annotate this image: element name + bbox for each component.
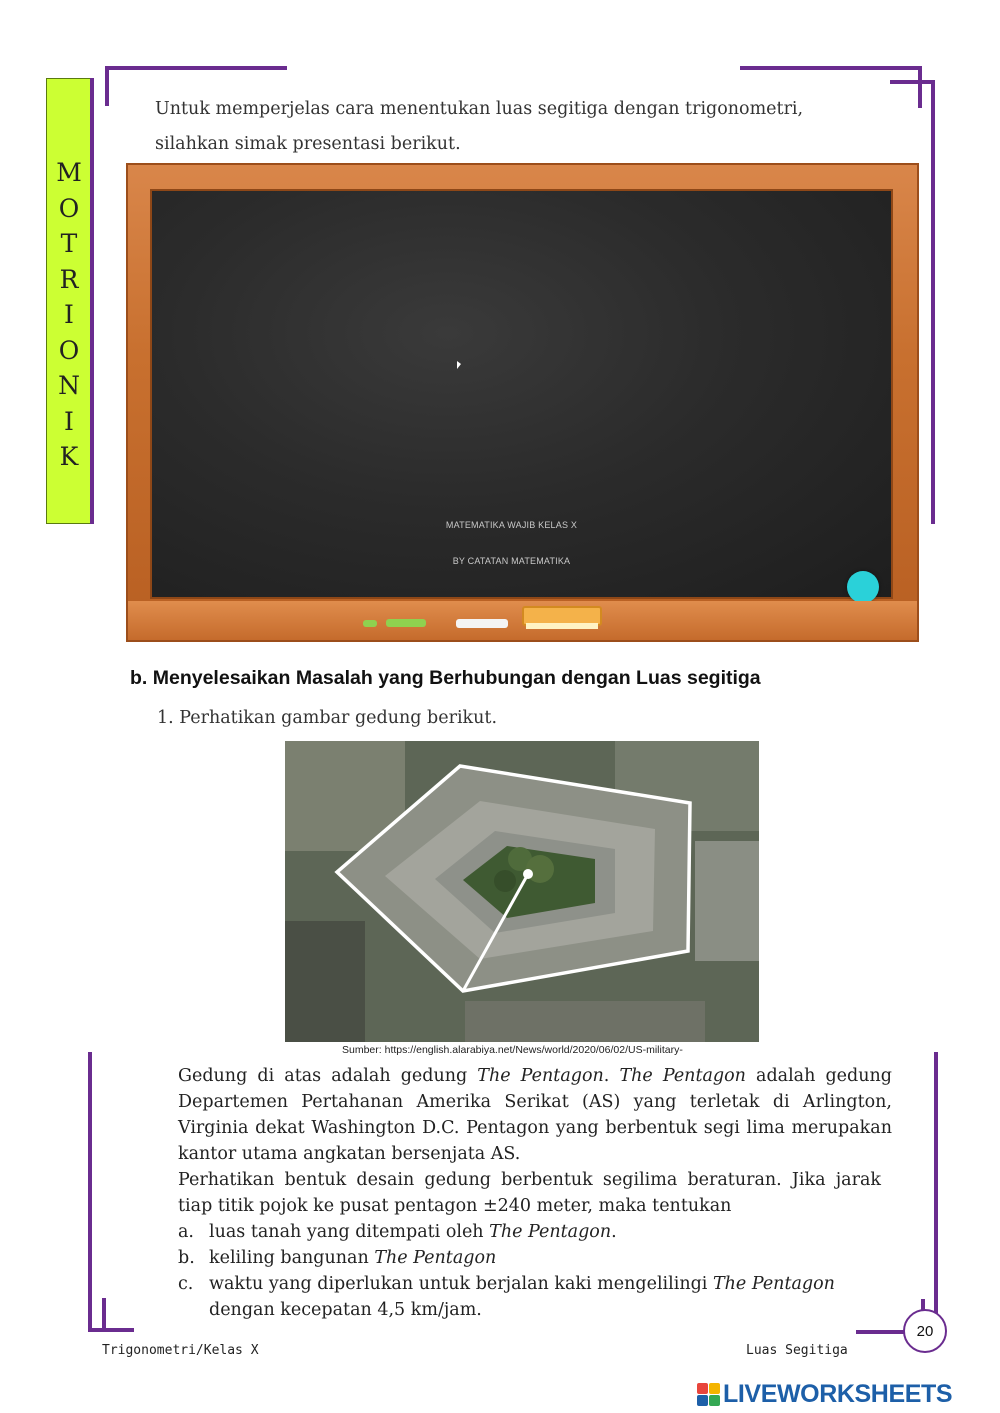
paragraph-1: [178, 1063, 892, 1167]
side-tab-letter: I: [64, 300, 74, 329]
side-tab-letter: O: [58, 193, 80, 223]
pentagon-name: The Pentagon: [374, 1248, 497, 1268]
side-tab-letter: I: [64, 406, 74, 436]
pentagon-name: The Pentagon: [477, 1066, 604, 1086]
pentagon-name: The Pentagon: [489, 1222, 612, 1242]
frame-top-left-h: [105, 66, 287, 70]
pentagon-aerial-photo: [285, 741, 759, 1042]
frame-right-outer: [931, 80, 935, 524]
pentagon-illustration: [285, 741, 759, 1042]
side-tab-letter: O: [58, 335, 80, 365]
presentation-title: MATEMATIKA WAJIB KELAS X: [445, 520, 578, 530]
side-tab-letter: M: [56, 158, 82, 187]
side-tab-motrionik: [46, 78, 92, 524]
question-a-text: luas tanah yang ditempati oleh: [209, 1222, 490, 1242]
frame-top-left-v: [105, 66, 109, 106]
question-c-text: waktu yang diperlukan untuk berjalan kaki mengelilingi: [209, 1274, 713, 1294]
chalk-piece-icon: [386, 619, 426, 627]
chalk-piece-icon: [456, 619, 508, 628]
eraser-pad: [526, 623, 598, 629]
question-a-end: .: [611, 1222, 617, 1242]
presentation-embed[interactable]: [126, 163, 919, 642]
paragraph-1-text: Gedung di atas adalah gedung: [178, 1066, 478, 1086]
question-marker: a.: [178, 1222, 194, 1242]
liveworksheets-logo-icon: [697, 1383, 720, 1406]
logo-square: [709, 1383, 720, 1394]
frame-bottom-left-v: [88, 1052, 92, 1330]
logo-square: [697, 1383, 708, 1394]
pentagon-name: The Pentagon: [619, 1066, 746, 1086]
presentation-author: BY CATATAN MATEMATIKA: [452, 556, 571, 566]
side-tab-letter: R: [59, 264, 79, 294]
side-tab-letter: K: [59, 442, 79, 471]
question-marker: c.: [178, 1274, 194, 1294]
paragraph-2: Perhatikan bentuk desain gedung berbentuk segilima beraturan. Jika jarak tiap titik pojok ke pusat pentagon ±240 meter, maka tentukan: [178, 1170, 881, 1216]
side-tab-letter: N: [58, 371, 80, 400]
frame-top-right-h: [740, 66, 922, 70]
question-a: [178, 1219, 881, 1245]
paragraph-1-text: .: [603, 1066, 620, 1086]
liveworksheets-wordmark: LIVEWORKSHEETS: [723, 1380, 953, 1408]
side-tab-border: [90, 78, 94, 524]
frame-bottom-right-h: [856, 1330, 906, 1334]
logo-square: [709, 1395, 720, 1406]
frame-bottom-left-inner-v: [102, 1298, 106, 1328]
footer-right: Luas Segitiga: [746, 1343, 848, 1358]
question-marker: b.: [178, 1248, 195, 1268]
intro-text: [155, 92, 875, 162]
page-number: 20: [903, 1309, 947, 1353]
intro-line-1: Untuk memperjelas cara menentukan luas segitiga dengan trigonometri,: [155, 99, 804, 119]
question-b-text: keliling bangunan: [209, 1248, 375, 1268]
frame-top-right-v: [918, 66, 922, 108]
item-1-text: 1. Perhatikan gambar gedung berikut.: [157, 708, 498, 728]
logo-square: [697, 1395, 708, 1406]
mouse-cursor-icon: [457, 361, 461, 369]
side-tab-letter: T: [60, 229, 78, 258]
chalk-piece-icon: [363, 620, 377, 627]
paragraph-1-text: adalah gedung Departemen Pertahanan Amerika Serikat (AS) yang terletak di Arlington, Virginia dekat Washington D.C. Pentagon yang berbentuk segi lima merupakan kantor utama angkatan bersenjata AS.: [178, 1066, 892, 1164]
question-list: [178, 1219, 892, 1323]
liveworksheets-logo[interactable]: [697, 1380, 952, 1409]
frame-bottom-left-h: [88, 1328, 134, 1332]
frame-right-outer-h: [890, 80, 935, 84]
question-c: [178, 1271, 881, 1323]
frame-bottom-right-v: [934, 1052, 938, 1314]
question-b: [178, 1245, 881, 1271]
section-heading: b. Menyelesaikan Masalah yang Berhubungan dengan Luas segitiga: [130, 667, 761, 689]
question-c-end: dengan kecepatan 4,5 km/jam.: [209, 1300, 482, 1320]
footer-left: Trigonometri/Kelas X: [102, 1343, 259, 1358]
photo-source-caption: Sumber: https://english.alarabiya.net/News/world/2020/06/02/US-military-: [342, 1044, 683, 1056]
pentagon-name: The Pentagon: [712, 1274, 835, 1294]
presentation-play-button[interactable]: [847, 571, 879, 603]
problem-text: [178, 1063, 892, 1323]
intro-line-2: silahkan simak presentasi berikut.: [155, 134, 461, 154]
chalkboard-surface[interactable]: [150, 189, 893, 599]
